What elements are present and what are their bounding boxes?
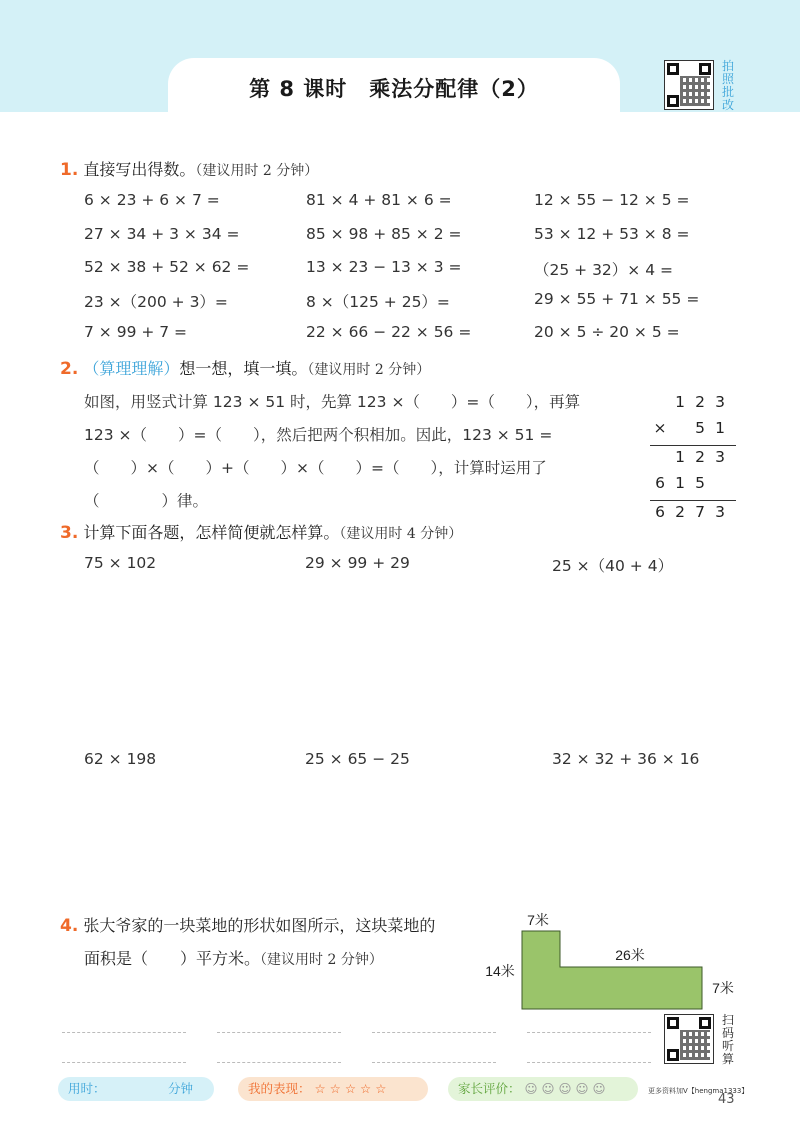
time-unit: 分钟 bbox=[168, 1081, 194, 1096]
parent-eval-label: 家长评价： bbox=[458, 1081, 521, 1096]
q2-line: （ ）律。 bbox=[84, 492, 209, 510]
q1-heading bbox=[60, 157, 318, 180]
answer-line bbox=[527, 1032, 651, 1033]
q4-number: 4. bbox=[60, 916, 79, 936]
q3-item: 25 × 65 − 25 bbox=[305, 750, 410, 768]
performance-label: 我的表现： bbox=[248, 1081, 311, 1096]
q4-text-line1: 张大爷家的一块菜地的形状如图所示，这块菜地的 bbox=[83, 916, 436, 935]
label-top: 7米 bbox=[527, 912, 549, 928]
q1-item: 20 × 5 ÷ 20 × 5 = bbox=[534, 323, 680, 341]
q4-heading bbox=[60, 913, 435, 936]
face-rating[interactable]: ☺ ☺ ☺ ☺ ☺ bbox=[524, 1081, 606, 1096]
q3-item: 32 × 32 + 36 × 16 bbox=[552, 750, 700, 768]
answer-line bbox=[372, 1062, 496, 1063]
watermark: 更多资料加V【hengma1333】 bbox=[648, 1087, 749, 1095]
q2-line: 如图，用竖式计算 123 × 51 时，先算 123 ×（ ）=（ ），再算 bbox=[84, 393, 581, 411]
q3-item: 29 × 99 + 29 bbox=[305, 554, 410, 572]
q1-item: 12 × 55 − 12 × 5 = bbox=[534, 191, 690, 209]
field-shape bbox=[522, 931, 702, 1009]
q3-item: 25 ×（40 + 4） bbox=[552, 557, 674, 575]
q3-number: 3. bbox=[60, 523, 79, 543]
q1-number: 1. bbox=[60, 160, 79, 180]
q1-hint: （建议用时 2 分钟） bbox=[195, 163, 319, 179]
q2-line: 123 ×（ ）=（ ），然后把两个积相加。因此，123 × 51 = bbox=[84, 426, 553, 444]
star-rating[interactable]: ☆ ☆ ☆ ☆ ☆ bbox=[314, 1081, 387, 1096]
label-right-top: 26米 bbox=[615, 947, 645, 963]
q4-text-line2: 面积是（ ）平方米。 bbox=[84, 949, 261, 968]
page-title: 第 8 课时 乘法分配律（2） bbox=[249, 77, 539, 101]
page-number: 43 bbox=[718, 1092, 735, 1107]
q2-line: （ ）×（ ）+（ ）×（ ）=（ ），计算时运用了 bbox=[84, 459, 547, 477]
q1-item: 53 × 12 + 53 × 8 = bbox=[534, 225, 690, 243]
q1-text: 直接写出得数。 bbox=[83, 160, 196, 179]
q3-heading bbox=[60, 520, 462, 543]
q2-tag: （算理理解） bbox=[83, 359, 180, 378]
q1-item: 8 ×（125 + 25）= bbox=[306, 293, 450, 311]
q1-item: 7 × 99 + 7 = bbox=[84, 323, 188, 341]
q1-item: 52 × 38 + 52 × 62 = bbox=[84, 258, 250, 276]
field-diagram bbox=[476, 905, 746, 1015]
q4-hint: （建议用时 2 分钟） bbox=[260, 952, 383, 968]
q2-number: 2. bbox=[60, 359, 79, 379]
answer-line bbox=[217, 1062, 341, 1063]
scan-listen-label: 扫 码 听 算 bbox=[721, 1013, 734, 1066]
answer-line bbox=[62, 1032, 186, 1033]
q1-item: 13 × 23 − 13 × 3 = bbox=[306, 258, 462, 276]
q3-item: 75 × 102 bbox=[84, 554, 157, 572]
parent-eval-box bbox=[448, 1077, 638, 1101]
answer-line bbox=[62, 1062, 186, 1063]
answer-line bbox=[217, 1032, 341, 1033]
q2-hint: （建议用时 2 分钟） bbox=[307, 362, 431, 378]
q1-item: 29 × 55 + 71 × 55 = bbox=[534, 290, 700, 308]
label-left: 14米 bbox=[485, 963, 515, 979]
time-label: 用时： bbox=[68, 1081, 106, 1096]
q3-item: 62 × 198 bbox=[84, 750, 157, 768]
q1-item: 81 × 4 + 81 × 6 = bbox=[306, 191, 452, 209]
performance-box bbox=[238, 1077, 428, 1101]
answer-line bbox=[372, 1032, 496, 1033]
q2-text: 想一想，填一填。 bbox=[179, 359, 308, 378]
answer-line bbox=[527, 1062, 651, 1063]
photo-grade-label: 拍 照 批 改 bbox=[721, 59, 734, 112]
q3-hint: （建议用时 4 分钟） bbox=[339, 526, 463, 542]
q1-item: （25 + 32）× 4 = bbox=[534, 261, 673, 279]
qr-code-icon[interactable] bbox=[664, 60, 714, 110]
qr-code-icon[interactable] bbox=[664, 1014, 714, 1064]
q2-heading bbox=[60, 356, 430, 379]
time-box bbox=[58, 1077, 214, 1101]
q1-item: 27 × 34 + 3 × 34 = bbox=[84, 225, 240, 243]
q1-item: 23 ×（200 + 3）= bbox=[84, 293, 228, 311]
label-right: 7米 bbox=[712, 980, 734, 996]
q3-text: 计算下面各题，怎样简便就怎样算。 bbox=[83, 523, 340, 542]
q4-line2 bbox=[84, 946, 383, 969]
q1-item: 85 × 98 + 85 × 2 = bbox=[306, 225, 462, 243]
vertical-multiplication: 1 2 3 × 5 1 1 2 3 6 1 5 6 2 7 3 bbox=[650, 393, 740, 529]
q1-item: 6 × 23 + 6 × 7 = bbox=[84, 191, 220, 209]
q1-item: 22 × 66 − 22 × 56 = bbox=[306, 323, 472, 341]
